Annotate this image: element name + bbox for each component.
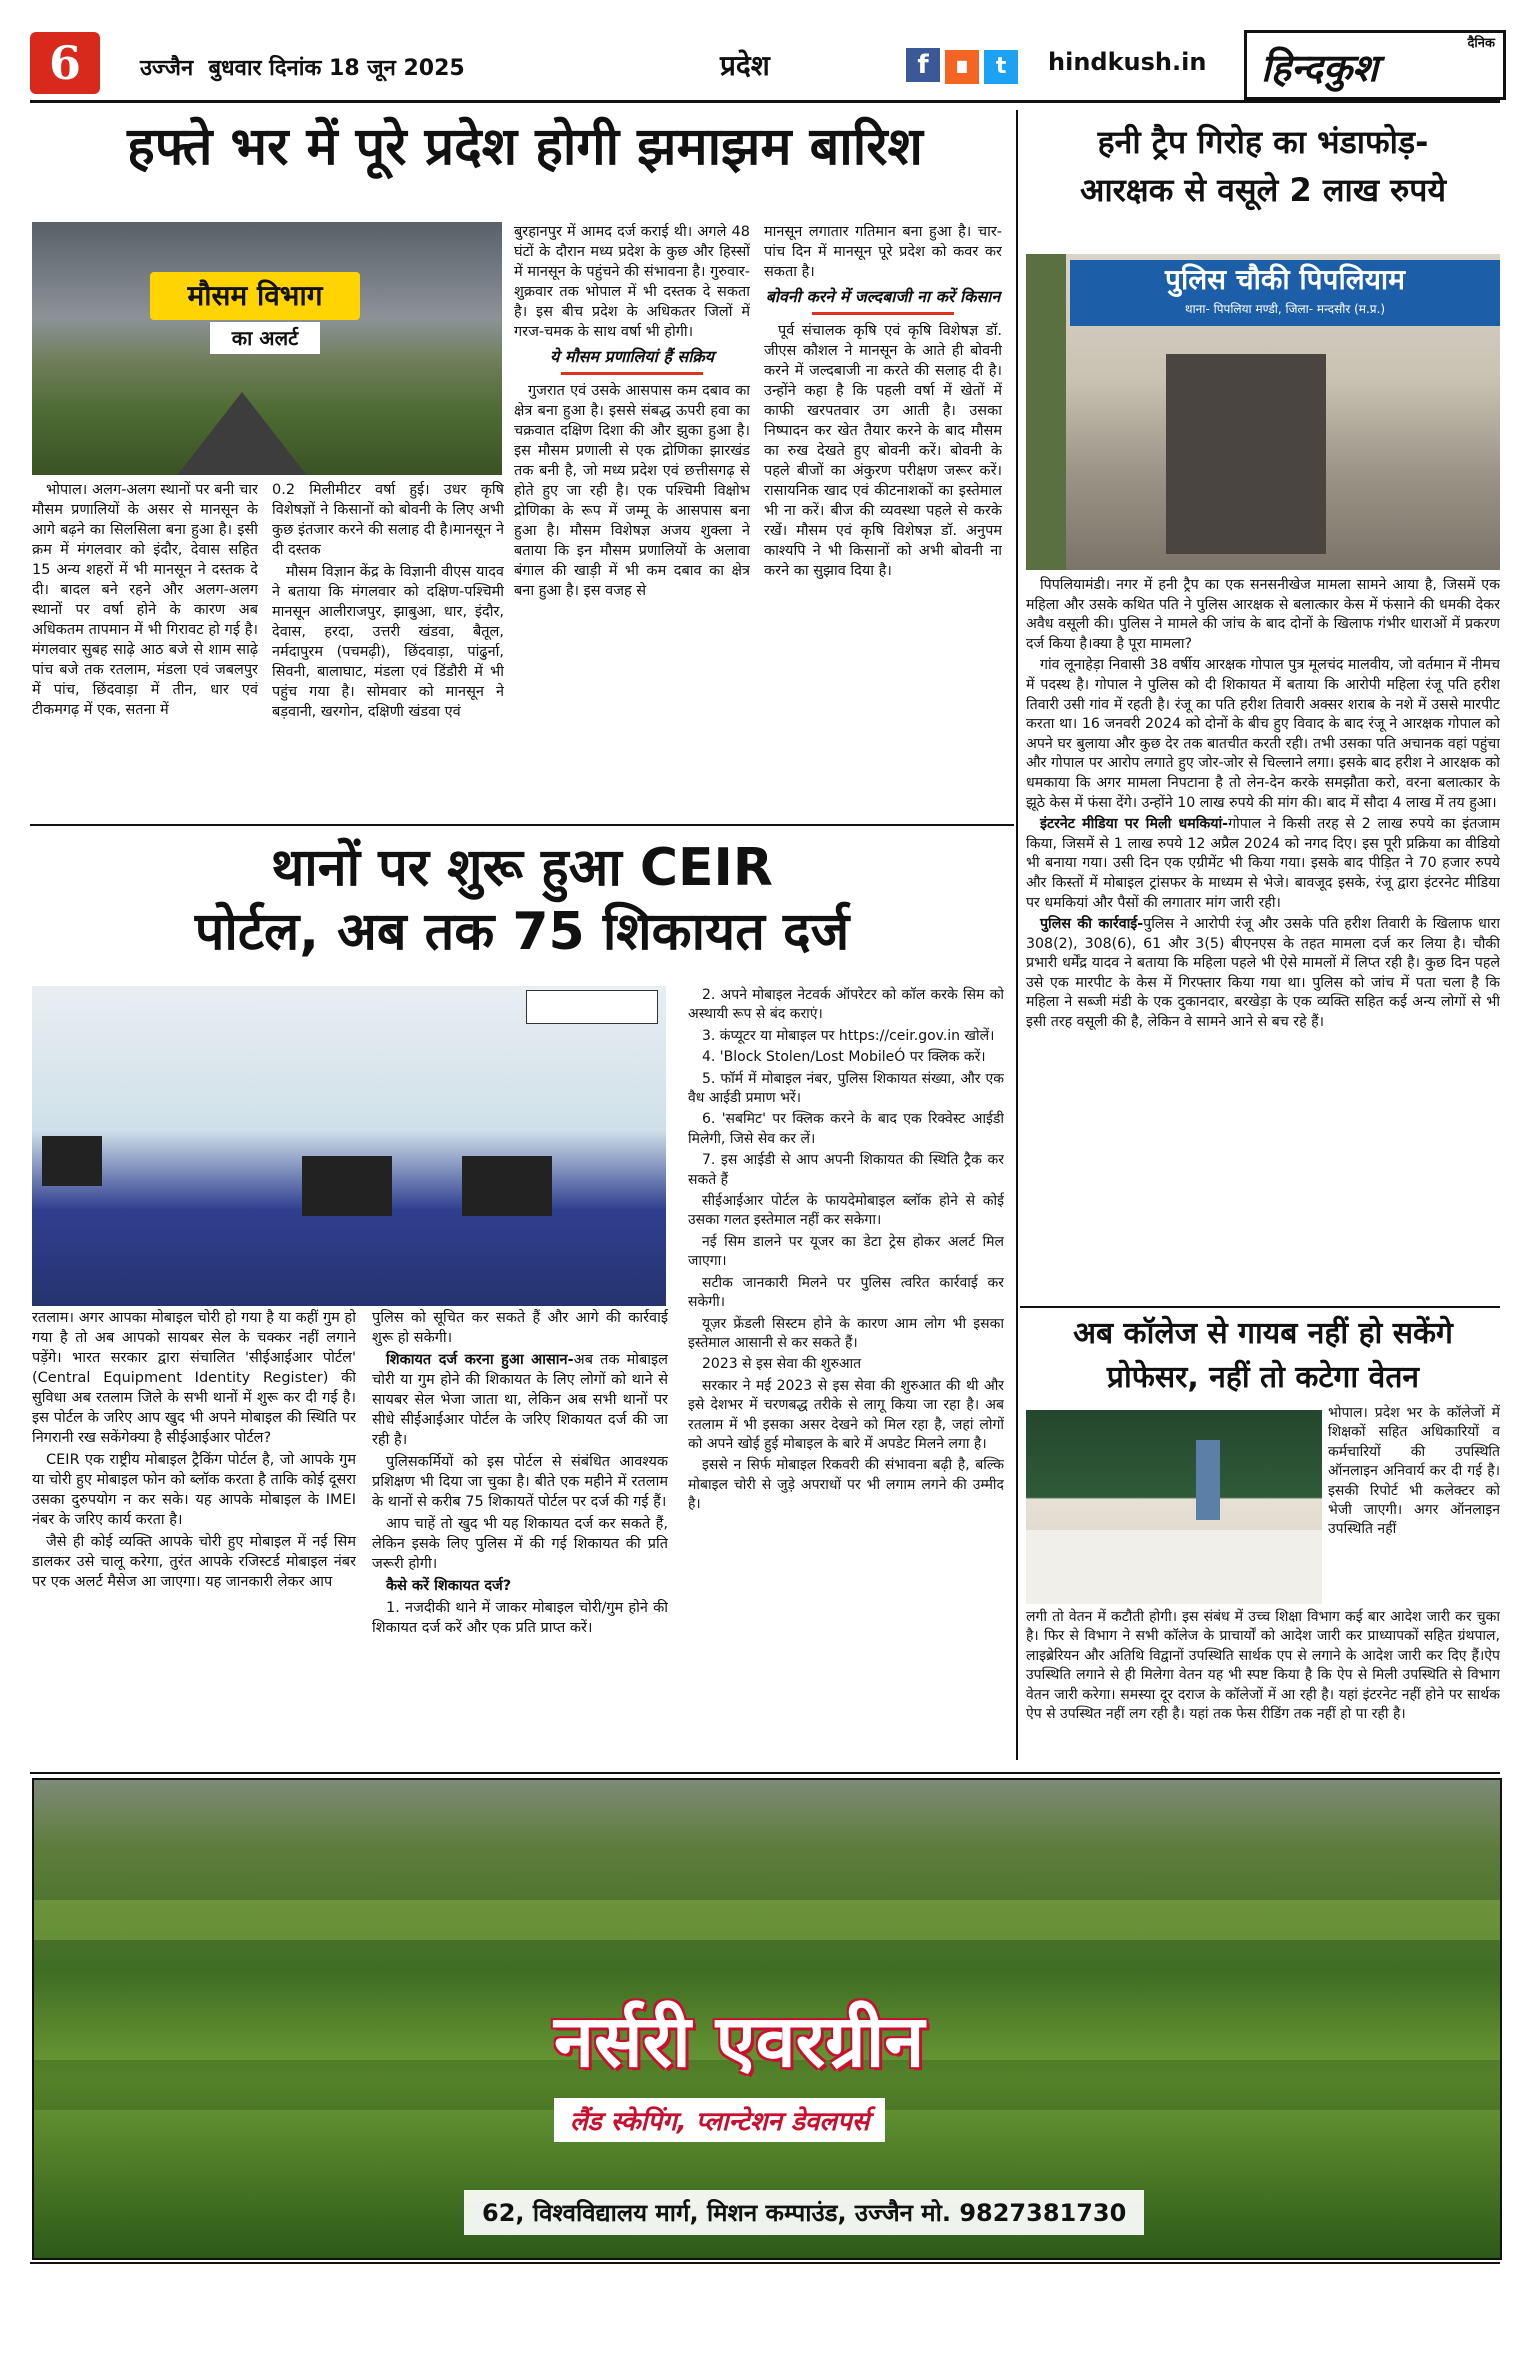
page-number-badge <box>30 32 100 94</box>
ceir-office-photo <box>32 986 666 1306</box>
story3-col3j-text: यूज़र फ्रेंडली सिस्टम होने के कारण आम लोग भी इसका इस्तेमाल आसानी से कर सकते हैं। <box>688 1315 1004 1351</box>
weather-alert-title: मौसम विभाग <box>187 279 323 312</box>
dateline: उज्जैन बुधवार दिनांक 18 जून 2025 <box>140 56 465 81</box>
story3-col3c-text: 4. 'Block Stolen/Lost MobileÓ पर क्लिक करें। <box>702 1049 986 1066</box>
story1-col1-text: भोपाल। अलग-अलग स्थानों पर बनी चार मौसम प्रणालियों के असर से मानसून के आगे बढ़ने का सिलसिला बना हुआ है। इसी क्रम में मंगलवार को इंदौर, देवास सहित 15 अन्य शहरों में भी मानसून ने दस्तक दे दी। बादल बने रहने और अलग-अलग स्थानों पर वर्षा होने के कारण अब अधिकतम तापमान में भी गिरावट हो गई है। मंगलवार सुबह साढ़े आठ बजे से शाम साढ़े पांच बजे तक रतलाम, मंडला एवं जबलपुर में पांच, छिंदवाड़ा में तीन, धार एवं टीकमगढ़ में एक, सतना में <box>32 482 258 718</box>
story3-col3l-text: सरकार ने मई 2023 से इस सेवा की शुरुआत की थी और इसे देशभर में चरणबद्ध तरीके से लागू किया जा रहा है। अब रतलाम में भी इसका असर देखने को मिल रहा है, जहां लोगों को अपने खोई हुई मोबाइल के बारे में अपडेट मिलने लगा है। <box>688 1377 1004 1452</box>
story3-col1 <box>32 1308 356 1763</box>
story3-col3b-text: 3. कंप्यूटर या मोबाइल पर https://ceir.gov.in खोलें। <box>702 1027 995 1044</box>
weather-alert-sub: का अलर्ट <box>210 322 320 354</box>
police-chowki-photo <box>1026 254 1500 570</box>
story1-col3 <box>514 222 750 820</box>
story1-col4a-text: मानसून लगातार गतिमान बना हुआ है। चार-पांच दिन में मानसून पूरे प्रदेश को कवर कर सकता है। <box>764 224 1002 280</box>
story3-col3f-text: 7. इस आईडी से आप अपनी शिकायत की स्थिति ट्रैक कर सकते हैं <box>688 1152 1004 1188</box>
masthead <box>30 28 1500 100</box>
story3-col2-subhead: कैसे करें शिकायत दर्ज? <box>386 1578 512 1594</box>
story1-headline: हफ्ते भर में पूरे प्रदेश होगी झमाझम बारिश <box>127 117 923 177</box>
photo-road <box>172 392 312 475</box>
ad-tagline: लैंड स्केपिंग, प्लान्टेशन डेवलपर्स <box>554 2098 885 2142</box>
subhead-underline <box>561 372 703 375</box>
story3-col2d-text: आप चाहें तो खुद भी यह शिकायत दर्ज कर सकते हैं, लेकिन इसके लिए पुलिस में की गई शिकायत की प्रति जरूरी होगी। <box>372 1516 668 1572</box>
nursery-advertisement <box>32 1778 1502 2260</box>
story2-p3-text: गोपाल ने किसी तरह से 2 लाख रुपये का इंतजाम किया, जिसमें से 1 लाख रुपये 12 अप्रैल 2024 को नगद दिए। इस पूरी प्रक्रिया का वीडियो भी बनाया गया। उसी दिन एक एग्रीमेंट भी किया गया। इसके बाद पीड़ित ने 70 हजार रुपये और किस्तों में मोबाइल ट्रांसफर के माध्यम से भेजे। बावजूद इसके, रंजू द्वारा इंटरनेट मीडिया पर धमकियां और पैसों की लगातार मांग जारी रही। <box>1026 816 1500 911</box>
story1-col2-text: 0.2 मिलीमीटर वर्षा हुई। उधर कृषि विशेषज्ञों ने किसानों को बोवनी के लिए अभी कुछ इंतजार करने की सलाह दी है।मानसून ने दी दस्तक <box>272 482 504 558</box>
story3-headline <box>30 836 1014 964</box>
story4-body <box>1026 1608 1500 1763</box>
newspaper-logo <box>1244 30 1506 100</box>
photo-screen-middle <box>302 1156 392 1216</box>
page-number: 6 <box>48 36 81 90</box>
photo-doorway <box>1166 354 1326 554</box>
masthead-rule <box>30 100 1500 103</box>
story1-col4 <box>764 222 1002 820</box>
story2-p3 <box>1026 815 1500 913</box>
story1-col2 <box>272 480 504 820</box>
ad-title: नर्सरी एवरग्रीन <box>554 1999 925 2083</box>
story4-headline <box>1026 1312 1500 1400</box>
story3-headline-line1: थानों पर शुरू हुआ CEIR <box>271 838 773 898</box>
story1-col2b-text: मौसम विज्ञान केंद्र के विज्ञानी वीएस यादव ने बताया कि मंगलवार को दक्षिण-पश्चिमी मानसून आलीराजपुर, झाबुआ, धार, इंदौर, देवास, हरदा, उत्तरी खंडवा, बैतूल, नर्मदापुरम (पचमढ़ी), छिंदवाड़ा, पांढुर्ना, सिवनी, बालाघाट, मंडला एवं डिंडौरी में भी पहुंच गया है। सोमवार को मानसून ने बड़वानी, खरगोन, दक्षिणी खंडवा एवं <box>272 564 504 720</box>
photo-teacher <box>1196 1440 1220 1520</box>
rss-icon[interactable]: ∎ <box>945 50 979 84</box>
story1-bottom-rule <box>30 824 1014 826</box>
story2-headline-line2: आरक्षक से वसूले 2 लाख रुपये <box>1079 171 1447 209</box>
story3-col3i-text: सटीक जानकारी मिलने पर पुलिस त्वरित कार्रवाई कर सकेगी। <box>688 1274 1004 1311</box>
ad-address: 62, विश्वविद्यालय मार्ग, मिशन कम्पाउंड, उज्जैन मो. 9827381730 <box>464 2190 1144 2235</box>
facebook-icon[interactable]: f <box>906 48 940 82</box>
story1-col4-subhead: बोवनी करने में जल्दबाजी ना करें किसान <box>765 287 1001 306</box>
story3-col3h-text: नई सिम डालने पर यूजर का डेटा ट्रेस होकर अलर्ट मिल जाएगा। <box>688 1233 1004 1270</box>
story3-col3k-text: 2023 से इस सेवा की शुरुआत <box>702 1356 862 1373</box>
police-sign-text: पुलिस चौकी पिपलियाम <box>1165 263 1405 296</box>
story3-headline-line2: पोर्टल, अब तक 75 शिकायत दर्ज <box>194 902 850 962</box>
story2-body <box>1026 576 1500 1306</box>
story3-col2c-text: पुलिसकर्मियों को इस पोर्टल से संबंधित आवश्यक प्रशिक्षण भी दिया जा चुका है। बीते एक महीने में रतलाम के थानों से करीब 75 शिकायतें पोर्टल पर दर्ज की गई हैं। <box>372 1454 668 1510</box>
story3-col2b <box>372 1350 668 1450</box>
twitter-icon[interactable]: t <box>984 50 1018 84</box>
story2-headline <box>1026 118 1500 214</box>
story1-col3-subhead: ये मौसम प्रणालियां हैं सक्रिय <box>550 347 714 366</box>
photo-tree <box>1026 254 1066 570</box>
story3-col2b-text: अब तक मोबाइल चोरी या गुम होने की शिकायत के लिए लोगों को थाने से सायबर सेल भेजा जाता था, लेकिन अब सभी थानों पर सीधे सीईआईआर पोर्टल के जरिए शिकायत दर्ज की जा रही है। <box>372 1352 668 1448</box>
story3-col3 <box>688 986 1004 1763</box>
story2-p3-label: इंटरनेट मीडिया पर मिली धमकियां- <box>1040 816 1229 833</box>
story3-col1c-text: जैसे ही कोई व्यक्ति आपके चोरी हुए मोबाइल में नई सिम डालकर उसे चालू करेगा, तुरंत आपके रजिस्टर्ड मोबाइल नंबर पर एक अलर्ट मैसेज आ जाएगा। यह जानकारी लेकर आप <box>32 1534 356 1590</box>
photo-plant-band-1 <box>34 1900 1500 1940</box>
page-bottom-rule <box>30 2262 1500 2264</box>
story4-headline-line2: प्रोफेसर, नहीं तो कटेगा वेतन <box>1106 1360 1420 1395</box>
story2-p4-label: पुलिस की कार्रवाई- <box>1040 916 1144 933</box>
story2-bottom-rule <box>1020 1306 1500 1308</box>
classroom-photo <box>1026 1410 1322 1604</box>
story3-col3a-text: 2. अपने मोबाइल नेटवर्क ऑपरेटर को कॉल करके सिम को अस्थायी रूप से बंद कराएं। <box>688 987 1004 1023</box>
story3-col2a-text: पुलिस को सूचित कर सकते हैं और आगे की कार्रवाई शुरू हो सकेगी। <box>372 1310 668 1346</box>
photo-label-box <box>526 990 658 1024</box>
story1-col3b-text: गुजरात एवं उसके आसपास कम दबाव का क्षेत्र बना हुआ है। इससे संबद्ध ऊपरी हवा का चक्रवात दक्षिण दिशा की और झुका हुआ है। इस मौसम प्रणाली से एक द्रोणिका झारखंड तक बनी है, जो मध्य प्रदेश एवं छत्तीसगढ़ से होते हुए जा रही है। एक पश्चिमी विक्षोभ द्रोणिका के रूप में जम्मू के आसपास बना हुआ है। मौसम विशेषज्ञ अजय शुक्ला ने बताया कि इन मौसम प्रणालियों के अलावा बंगाल की खाड़ी में भी कम दबाव का क्षेत्र बना हुआ है। इस वजह से <box>514 383 750 599</box>
police-sign-subtext: थाना- पिपलिया मण्डी, जिला- मन्दसौर (म.प्र.) <box>1184 302 1386 316</box>
story4-body-text: लगी तो वेतन में कटौती होगी। इस संबंध में उच्च शिक्षा विभाग कई बार आदेश जारी कर चुका है। फिर से विभाग ने सभी कॉलेज के प्राचार्यों को आदेश जारी कर प्राध्यापकों सहित ग्रंथपाल, लाइब्रेरियन और अतिथि विद्वानों उपस्थिति सार्थक एप से लगाने के आदेश जारी कर दिए हैं।ऐप उपस्थिति लगाने से ही मिलेगा वेतन यह भी स्पष्ट किया है कि ऐप से मिली उपस्थिति से विभाग वेतन जारी करेगा। समस्या दूर दराज के कॉलेजों में आ रही है। यहां इंटरनेट नहीं होने पर सार्थक ऐप से उपस्थित नहीं लग रही है। यहां तक फेस रीडिंग तक नहीं हो पा रही है। <box>1026 1609 1500 1723</box>
story2-p2: गांव लूनाहेड़ा निवासी 38 वर्षीय आरक्षक गोपाल पुत्र मूलचंद मालवीय, जो वर्तमान में नीमच में पदस्थ है। गोपाल ने पुलिस को दी शिकायत में बताया कि आरोपी महिला रंजू पति हरीश तिवारी उसी गांव में रहती है। रंजू का पति हरीश तिवारी अक्सर शराब के नशे में उससे मारपीट करता था। 16 जनवरी 2024 को दोनों के बीच हुए विवाद के बाद रंजू ने आरक्षक गोपाल को अपने घर बुलाया और कुछ देर तक बातचीत करती रही। तभी उसका पति अचानक वहां पहुंचा और गोपाल पर आरोप लगाते हुए जोर-जोर से चिल्लाने लगा। इसके बाद हरीश ने आरक्षक को धमकाया कि अगर मामला निपटाना है तो लेन-देन करके समझौता करो, वरना बलात्कार के झूठे केस में फंसा देंगे। उन्होंने 10 लाख रुपये की मांग की। बाद में सौदा 4 लाख में तय हुआ। <box>1026 657 1500 811</box>
story3-col2b-label: शिकायत दर्ज करना हुआ आसान- <box>386 1352 574 1368</box>
section-name: प्रदेश <box>720 49 770 82</box>
story2-p4-text: पुलिस ने आरोपी रंजू और उसके पति हरीश तिवारी के खिलाफ धारा 308(2), 308(6), 61 और 3(5) बीएनएस के तहत मामला दर्ज कर लिया है। चौकी प्रभारी धर्मेंद्र यादव ने बताया कि महिला पहले भी ऐसे मामलों में लिप्त रही है। कुछ दिन पहले उसे एक मारपीट के केस में गिरफ्तार किया गया था। पुलिस को जांच में पता चला है कि महिला ने सब्जी मंडी के एक दुकानदार, बरखेड़ा के एक व्यक्ति सहित कई अन्य लोगों से भी इसी तरह वसूली की है, लेकिन वे सामने आने से बच रहे हैं। <box>1026 916 1500 1031</box>
story1-col4b-text: पूर्व संचालक कृषि एवं कृषि विशेषज्ञ डॉ. जीएस कौशल ने मानसून के आते ही बोवनी करने में जल्दबाजी ना करते की सलाह दी है। उन्होंने कहा है कि पहली वर्षा में खेतों में काफी खरपतवार उग आती है। उसका निष्पादन कर खेत तैयार करने के बाद मौसम का रुख देखते हुए बोवनी करें। बोवनी के पहले बीजों का अंकुरण परीक्षण जरूर करें। रासायनिक खाद एवं कीटनाशकों का इस्तेमाल भी ना करें। बीज की व्यवस्था पहले से करके रखें। मौसम एवं कृषि विशेषज्ञ डॉ. अनुपम काश्यपि ने भी किसानों को अभी बोवनी ना करने का सुझाव दिया है। <box>764 323 1002 579</box>
story4-side-text: भोपाल। प्रदेश भर के कॉलेजों में शिक्षकों सहित अधिकारियों व कर्मचारियों की उपस्थिति ऑनलाइन अनिवार्य कर दी गई है। इसकी रिपोर्ट भी कलेक्टर को भेजी जाएगी। अगर ऑनलाइन उपस्थिति नहीं <box>1328 1405 1500 1538</box>
photo-screen-left <box>42 1136 102 1186</box>
story4-side-col <box>1328 1404 1500 1608</box>
ad-top-rule <box>30 1772 1500 1774</box>
story3-col1-text: रतलाम। अगर आपका मोबाइल चोरी हो गया है या कहीं गुम हो गया है तो अब आपको सायबर सेल के चक्कर नहीं लगाने पड़ेंगे। भारत सरकार द्वारा संचालित 'सीईआईआर पोर्टल' (Central Equipment Identity Register) की सुविधा अब रतलाम जिले के सभी थानों में शुरू कर दी गई है। इस पोर्टल के जरिए आप खुद भी अपने मोबाइल की स्थिति पर निगरानी रख सकेंगेक्या है सीईआईआर पोर्टल? <box>32 1310 356 1446</box>
logo-small: दैनिक <box>1467 36 1495 51</box>
story4-headline-line1: अब कॉलेज से गायब नहीं हो सकेंगे <box>1073 1316 1453 1351</box>
story1-col3a-text: बुरहानपुर में आमद दर्ज कराई थी। अगले 48 घंटों के दौरान मध्य प्रदेश के कुछ और हिस्सों में मानसून के पहुंचने की संभावना है। गुरुवार-शुक्रवार तक भोपाल में भी दस्तक दे सकता है। इस बीच प्रदेश के अधिकतर जिलों में गरज-चमक के साथ वर्षा भी होगी। <box>514 224 750 340</box>
photo-students <box>1026 1530 1322 1604</box>
story3-col2e-text: 1. नजदीकी थाने में जाकर मोबाइल चोरी/गुम होने की शिकायत दर्ज करें और एक प्रति प्राप्त करें। <box>372 1600 668 1636</box>
social-icons <box>906 48 1018 84</box>
weather-alert-box <box>150 272 360 320</box>
story2-p4 <box>1026 915 1500 1033</box>
logo-text: हिन्दकुश <box>1261 45 1378 90</box>
story1-col1 <box>32 480 258 820</box>
police-sign-board <box>1070 260 1500 326</box>
right-column-divider <box>1016 110 1018 1760</box>
story3-col3e-text: 6. 'सबमिट' पर क्लिक करने के बाद एक रिक्वेस्ट आईडी मिलेगी, जिसे सेव कर लें। <box>688 1111 1004 1147</box>
story2-headline-line1: हनी ट्रैप गिरोह का भंडाफोड़- <box>1097 123 1429 161</box>
story3-col3m-text: इससे न सिर्फ मोबाइल रिकवरी की संभावना बढ़ी है, बल्कि मोबाइल चोरी से जुड़े अपराधों पर भी लगाम लगने की उम्मीद है। <box>688 1457 1004 1513</box>
website-link[interactable]: hindkush.in <box>1048 48 1207 76</box>
story2-p1: पिपलियामंडी। नगर में हनी ट्रैप का एक सनसनीखेज मामला सामने आया है, जिसमें एक महिला और उसके कथित पति ने पुलिस आरक्षक से बलात्कार केस में फंसाने की धमकी देकर अवैध वसूली की। पुलिस ने मामले की जांच के बाद दोनों के खिलाफ गंभीर धाराओं में प्रकरण दर्ज किया है।क्या है पूरा मामला? <box>1026 577 1500 652</box>
story3-col1b-text: CEIR एक राष्ट्रीय मोबाइल ट्रैकिंग पोर्टल है, जो आपके गुम या चोरी हुए मोबाइल फोन को ब्लॉक करता है ताकि कोई दूसरा उसका दुरुपयोग न कर सके। यह आपके मोबाइल के IMEI नंबर के जरिए कार्य करता है। <box>32 1452 356 1528</box>
story3-col3g-text: सीईआईआर पोर्टल के फायदेमोबाइल ब्लॉक होने से कोई उसका गलत इस्तेमाल नहीं कर सकेगा। <box>688 1193 1004 1229</box>
photo-screen-right <box>462 1156 552 1216</box>
subhead-underline <box>812 312 955 315</box>
weather-photo <box>32 222 502 475</box>
story3-col3d-text: 5. फॉर्म में मोबाइल नंबर, पुलिस शिकायत संख्या, और एक वैध आईडी प्रमाण भरें। <box>688 1070 1004 1107</box>
story3-col2 <box>372 1308 668 1763</box>
